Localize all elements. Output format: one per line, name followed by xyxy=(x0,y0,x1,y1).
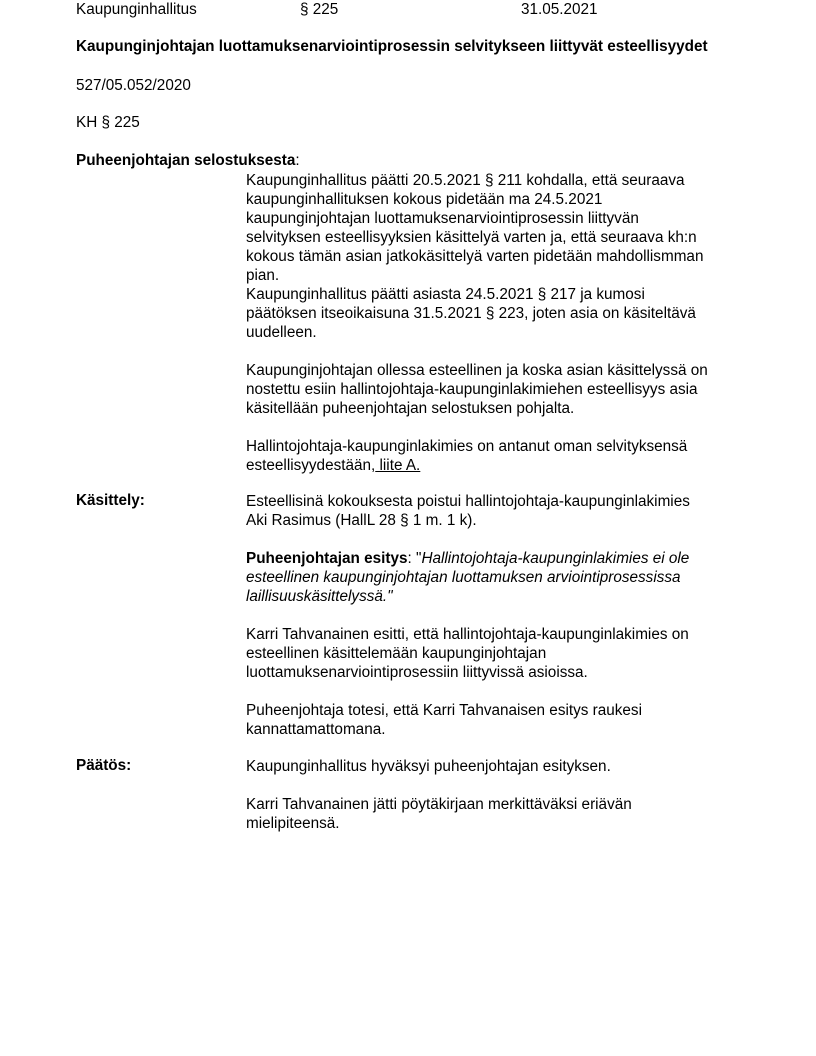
selostus-line-part: päätöksen itseoikaisuna 31.5.2021 § 223 xyxy=(246,305,525,322)
esitys-text: Hallintojohtaja-kaupunginlakimies ei ole xyxy=(421,550,690,567)
kasittely-line: Karri Tahvanainen esitti, että hallintojohtaja-kaupunginlakimies on xyxy=(246,626,689,643)
selostus-body xyxy=(246,171,746,475)
selostus-line xyxy=(246,304,746,323)
selostus-line: uudelleen. xyxy=(246,324,317,341)
paatos-line: Kaupunginhallitus hyväksyi puheenjohtajan esityksen. xyxy=(246,758,611,775)
selostus-label-colon: : xyxy=(295,152,300,169)
selostus-line: Kaupunginhallitus päätti asiasta 24.5.2021 § 217 ja kumosi xyxy=(246,286,645,303)
selostus-line-part: , joten asia on käsiteltävä xyxy=(524,305,696,322)
selostus-line: kaupunginhallituksen kokous pidetään ma 24.5.2021 xyxy=(246,191,603,208)
selostus-line-part: esteellisyydestään, xyxy=(246,457,376,474)
kasittely-line: kannattamattomana. xyxy=(246,721,386,738)
header-date: 31.05.2021 xyxy=(521,1,598,18)
kasittely-line: Aki Rasimus (HallL 28 § 1 m. 1 k). xyxy=(246,512,477,529)
selostus-line: Kaupunginhallitus päätti 20.5.2021 § 211 kohdalla, että seuraava xyxy=(246,172,685,189)
paragraph-gap xyxy=(246,682,746,701)
selostus-line: Kaupunginjohtajan ollessa esteellinen ja koska asian käsittelyssä on xyxy=(246,362,708,379)
attachment-link[interactable]: liite A. xyxy=(375,457,421,474)
record-number: 527/05.052/2020 xyxy=(76,77,191,94)
paatos-label: Päätös: xyxy=(76,757,132,774)
selostus-label xyxy=(76,152,300,170)
selostus-line: Hallintojohtaja-kaupunginlakimies on antanut oman selvityksensä xyxy=(246,438,688,455)
selostus-line: selvityksen esteellisyyksien käsittelyä varten ja, että seuraava kh:n xyxy=(246,229,697,246)
paatos-line: mielipiteensä. xyxy=(246,815,340,832)
kasittely-line: Esteellisinä kokouksesta poistui hallintojohtaja-kaupunginlakimies xyxy=(246,493,690,510)
kasittely-label: Käsittely: xyxy=(76,492,145,509)
selostus-label-text: Puheenjohtajan selostuksesta xyxy=(76,152,296,169)
kasittely-line: esteellinen käsittelemään kaupunginjohtajan xyxy=(246,645,547,662)
esitys-colon: : " xyxy=(407,550,422,567)
paragraph-gap xyxy=(246,776,746,795)
kh-reference: KH § 225 xyxy=(76,114,140,131)
kasittely-body xyxy=(246,492,746,739)
kasittely-line xyxy=(246,549,746,568)
header-section: § 225 xyxy=(300,1,339,18)
paatos-line: Karri Tahvanainen jätti pöytäkirjaan merkittäväksi eriävän xyxy=(246,796,632,813)
kasittely-line: luottamuksenarviointiprosessiin liittyvissä asioissa. xyxy=(246,664,588,681)
kasittely-line: laillisuuskäsittelyssä." xyxy=(246,588,393,605)
document-title: Kaupunginjohtajan luottamuksenarviointiprosessin selvitykseen liittyvät esteellisyydet xyxy=(76,38,708,55)
selostus-line: kokous tämän asian jatkokäsittelyä varten pidetään mahdollismman xyxy=(246,248,704,265)
kasittely-line: esteellinen kaupunginjohtajan luottamuksen arviointiprosessissa xyxy=(246,569,681,586)
selostus-line: kaupunginjohtajan luottamuksenarviointiprosessin liittyvän xyxy=(246,210,639,227)
kasittely-line: Puheenjohtaja totesi, että Karri Tahvanaisen esitys raukesi xyxy=(246,702,642,719)
paatos-body xyxy=(246,757,746,833)
header-org: Kaupunginhallitus xyxy=(76,1,197,18)
esitys-label: Puheenjohtajan esitys xyxy=(246,550,408,567)
selostus-line xyxy=(246,456,746,475)
selostus-line: käsitellään puheenjohtajan selostuksen pohjalta. xyxy=(246,400,575,417)
paragraph-gap xyxy=(246,530,746,549)
paragraph-gap xyxy=(246,342,746,361)
selostus-line: nostettu esiin hallintojohtaja-kaupunginlakimiehen esteellisyys asia xyxy=(246,381,698,398)
paragraph-gap xyxy=(246,606,746,625)
selostus-line: pian. xyxy=(246,267,280,284)
paragraph-gap xyxy=(246,418,746,437)
